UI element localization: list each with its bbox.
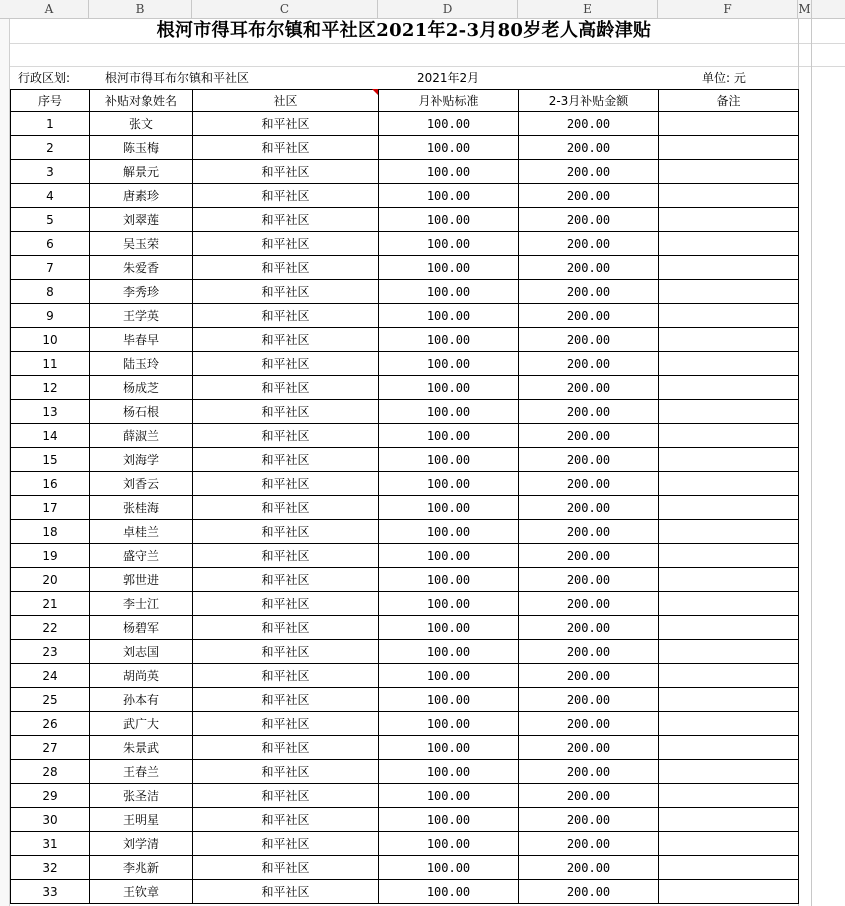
column-header-bar bbox=[0, 0, 845, 19]
cell-remarks[interactable] bbox=[659, 832, 799, 856]
cell-index[interactable]: 26 bbox=[11, 712, 90, 736]
cell-name[interactable]: 胡尚英 bbox=[90, 664, 193, 688]
cell-total-amount[interactable]: 200.00 bbox=[519, 424, 659, 448]
column-header-d[interactable]: D bbox=[378, 0, 518, 18]
cell-community[interactable]: 和平社区 bbox=[193, 712, 379, 736]
cell-total-amount[interactable]: 200.00 bbox=[519, 736, 659, 760]
cell-community[interactable]: 和平社区 bbox=[193, 280, 379, 304]
unit-label[interactable]: 单位: 元 bbox=[702, 71, 746, 85]
cell-name[interactable]: 张文 bbox=[90, 112, 193, 136]
cell-total-amount[interactable]: 200.00 bbox=[519, 352, 659, 376]
cell-index[interactable]: 21 bbox=[11, 592, 90, 616]
cell-monthly-standard[interactable]: 100.00 bbox=[379, 760, 519, 784]
cell-community[interactable]: 和平社区 bbox=[193, 160, 379, 184]
cell-remarks[interactable] bbox=[659, 280, 799, 304]
table-row bbox=[11, 736, 799, 760]
table-row bbox=[11, 184, 799, 208]
cell-name[interactable]: 刘海学 bbox=[90, 448, 193, 472]
cell-total-amount[interactable]: 200.00 bbox=[519, 880, 659, 904]
table-row bbox=[11, 640, 799, 664]
cell-name[interactable]: 朱爱香 bbox=[90, 256, 193, 280]
cell-community[interactable]: 和平社区 bbox=[193, 832, 379, 856]
table-row bbox=[11, 712, 799, 736]
column-header-a[interactable]: A bbox=[10, 0, 89, 18]
cell-remarks[interactable] bbox=[659, 232, 799, 256]
cell-remarks[interactable] bbox=[659, 784, 799, 808]
cell-name[interactable]: 刘香云 bbox=[90, 472, 193, 496]
cell-name[interactable]: 李兆新 bbox=[90, 856, 193, 880]
cell-remarks[interactable] bbox=[659, 544, 799, 568]
header-monthly-standard[interactable]: 月补贴标准 bbox=[379, 90, 519, 112]
cell-community[interactable]: 和平社区 bbox=[193, 352, 379, 376]
cell-remarks[interactable] bbox=[659, 160, 799, 184]
cell-index[interactable]: 6 bbox=[11, 232, 90, 256]
table-row bbox=[11, 592, 799, 616]
cell-name[interactable]: 李士江 bbox=[90, 592, 193, 616]
cell-monthly-standard[interactable]: 100.00 bbox=[379, 256, 519, 280]
cell-remarks[interactable] bbox=[659, 616, 799, 640]
cell-remarks[interactable] bbox=[659, 328, 799, 352]
period-label[interactable]: 2021年2月 bbox=[417, 71, 480, 85]
cell-remarks[interactable] bbox=[659, 208, 799, 232]
cell-monthly-standard[interactable]: 100.00 bbox=[379, 832, 519, 856]
cell-total-amount[interactable]: 200.00 bbox=[519, 448, 659, 472]
cell-index[interactable]: 30 bbox=[11, 808, 90, 832]
table-row bbox=[11, 232, 799, 256]
cell-index[interactable]: 29 bbox=[11, 784, 90, 808]
table-row bbox=[11, 688, 799, 712]
cell-remarks[interactable] bbox=[659, 880, 799, 904]
cell-community[interactable]: 和平社区 bbox=[193, 256, 379, 280]
cell-index[interactable]: 8 bbox=[11, 280, 90, 304]
cell-monthly-standard[interactable]: 100.00 bbox=[379, 328, 519, 352]
cell-remarks[interactable] bbox=[659, 448, 799, 472]
cell-total-amount[interactable]: 200.00 bbox=[519, 280, 659, 304]
cell-monthly-standard[interactable]: 100.00 bbox=[379, 208, 519, 232]
cell-name[interactable]: 王明星 bbox=[90, 808, 193, 832]
header-index[interactable]: 序号 bbox=[11, 90, 90, 112]
cell-remarks[interactable] bbox=[659, 256, 799, 280]
cell-community[interactable]: 和平社区 bbox=[193, 376, 379, 400]
cell-index[interactable]: 10 bbox=[11, 328, 90, 352]
cell-total-amount[interactable]: 200.00 bbox=[519, 592, 659, 616]
cell-community[interactable]: 和平社区 bbox=[193, 856, 379, 880]
cell-total-amount[interactable]: 200.00 bbox=[519, 808, 659, 832]
gridline bbox=[10, 66, 845, 67]
cell-remarks[interactable] bbox=[659, 424, 799, 448]
cell-remarks[interactable] bbox=[659, 400, 799, 424]
table-row bbox=[11, 832, 799, 856]
cell-monthly-standard[interactable]: 100.00 bbox=[379, 184, 519, 208]
cell-total-amount[interactable]: 200.00 bbox=[519, 664, 659, 688]
table-row bbox=[11, 856, 799, 880]
table-row bbox=[11, 400, 799, 424]
cell-name[interactable]: 卓桂兰 bbox=[90, 520, 193, 544]
cell-name[interactable]: 吴玉荣 bbox=[90, 232, 193, 256]
cell-total-amount[interactable]: 200.00 bbox=[519, 856, 659, 880]
cell-name[interactable]: 盛守兰 bbox=[90, 544, 193, 568]
table-row bbox=[11, 472, 799, 496]
table-row bbox=[11, 616, 799, 640]
cell-total-amount[interactable]: 200.00 bbox=[519, 184, 659, 208]
cell-community[interactable]: 和平社区 bbox=[193, 880, 379, 904]
cell-total-amount[interactable]: 200.00 bbox=[519, 376, 659, 400]
cell-name[interactable]: 薛淑兰 bbox=[90, 424, 193, 448]
cell-remarks[interactable] bbox=[659, 376, 799, 400]
cell-community[interactable]: 和平社区 bbox=[193, 520, 379, 544]
cell-remarks[interactable] bbox=[659, 760, 799, 784]
table-row bbox=[11, 424, 799, 448]
table-row bbox=[11, 352, 799, 376]
cell-community[interactable]: 和平社区 bbox=[193, 472, 379, 496]
cell-total-amount[interactable]: 200.00 bbox=[519, 256, 659, 280]
cell-index[interactable]: 16 bbox=[11, 472, 90, 496]
table-row bbox=[11, 448, 799, 472]
cell-index[interactable]: 7 bbox=[11, 256, 90, 280]
cell-monthly-standard[interactable]: 100.00 bbox=[379, 856, 519, 880]
cell-index[interactable]: 15 bbox=[11, 448, 90, 472]
table-row bbox=[11, 280, 799, 304]
cell-monthly-standard[interactable]: 100.00 bbox=[379, 616, 519, 640]
cell-index[interactable]: 22 bbox=[11, 616, 90, 640]
cell-index[interactable]: 5 bbox=[11, 208, 90, 232]
table-row bbox=[11, 880, 799, 904]
cell-remarks[interactable] bbox=[659, 808, 799, 832]
cell-monthly-standard[interactable]: 100.00 bbox=[379, 688, 519, 712]
cell-name[interactable]: 刘学清 bbox=[90, 832, 193, 856]
cell-remarks[interactable] bbox=[659, 664, 799, 688]
cell-name[interactable]: 解景元 bbox=[90, 160, 193, 184]
gridline bbox=[10, 43, 845, 44]
column-header-c[interactable]: C bbox=[192, 0, 378, 18]
cell-total-amount[interactable]: 200.00 bbox=[519, 616, 659, 640]
header-total-amount[interactable]: 2-3月补贴金额 bbox=[519, 90, 659, 112]
cell-index[interactable]: 33 bbox=[11, 880, 90, 904]
cell-name[interactable]: 孙本有 bbox=[90, 688, 193, 712]
cell-name[interactable]: 张桂海 bbox=[90, 496, 193, 520]
cell-name[interactable]: 李秀珍 bbox=[90, 280, 193, 304]
cell-community[interactable]: 和平社区 bbox=[193, 400, 379, 424]
table-row bbox=[11, 256, 799, 280]
cell-remarks[interactable] bbox=[659, 112, 799, 136]
cell-monthly-standard[interactable]: 100.00 bbox=[379, 112, 519, 136]
table-header-row bbox=[11, 90, 799, 112]
cell-community[interactable]: 和平社区 bbox=[193, 688, 379, 712]
cell-monthly-standard[interactable]: 100.00 bbox=[379, 424, 519, 448]
cell-community[interactable]: 和平社区 bbox=[193, 544, 379, 568]
cell-name[interactable]: 杨石根 bbox=[90, 400, 193, 424]
table-row bbox=[11, 304, 799, 328]
cell-total-amount[interactable]: 200.00 bbox=[519, 112, 659, 136]
cell-monthly-standard[interactable]: 100.00 bbox=[379, 664, 519, 688]
sheet-title[interactable]: 根河市得耳布尔镇和平社区2021年2-3月80岁老人高龄津贴 bbox=[156, 20, 652, 41]
cell-index[interactable]: 1 bbox=[11, 112, 90, 136]
cell-remarks[interactable] bbox=[659, 640, 799, 664]
cell-monthly-standard[interactable]: 100.00 bbox=[379, 736, 519, 760]
cell-name[interactable]: 毕春早 bbox=[90, 328, 193, 352]
cell-index[interactable]: 12 bbox=[11, 376, 90, 400]
cell-monthly-standard[interactable]: 100.00 bbox=[379, 544, 519, 568]
cell-index[interactable]: 17 bbox=[11, 496, 90, 520]
cell-community[interactable]: 和平社区 bbox=[193, 568, 379, 592]
cell-community[interactable]: 和平社区 bbox=[193, 208, 379, 232]
cell-remarks[interactable] bbox=[659, 304, 799, 328]
cell-remarks[interactable] bbox=[659, 856, 799, 880]
cell-index[interactable]: 28 bbox=[11, 760, 90, 784]
cell-total-amount[interactable]: 200.00 bbox=[519, 544, 659, 568]
cell-total-amount[interactable]: 200.00 bbox=[519, 232, 659, 256]
cell-total-amount[interactable]: 200.00 bbox=[519, 688, 659, 712]
cell-community[interactable]: 和平社区 bbox=[193, 616, 379, 640]
cell-monthly-standard[interactable]: 100.00 bbox=[379, 136, 519, 160]
cell-name[interactable]: 武广大 bbox=[90, 712, 193, 736]
cell-community[interactable]: 和平社区 bbox=[193, 736, 379, 760]
cell-total-amount[interactable]: 200.00 bbox=[519, 328, 659, 352]
cell-total-amount[interactable]: 200.00 bbox=[519, 400, 659, 424]
column-header-f[interactable]: F bbox=[658, 0, 798, 18]
table-row bbox=[11, 784, 799, 808]
cell-index[interactable]: 19 bbox=[11, 544, 90, 568]
cell-community[interactable]: 和平社区 bbox=[193, 112, 379, 136]
cell-name[interactable]: 王钦章 bbox=[90, 880, 193, 904]
cell-monthly-standard[interactable]: 100.00 bbox=[379, 568, 519, 592]
cell-index[interactable]: 4 bbox=[11, 184, 90, 208]
cell-index[interactable]: 2 bbox=[11, 136, 90, 160]
cell-name[interactable]: 陆玉玲 bbox=[90, 352, 193, 376]
cell-remarks[interactable] bbox=[659, 184, 799, 208]
cell-index[interactable]: 14 bbox=[11, 424, 90, 448]
cell-index[interactable]: 24 bbox=[11, 664, 90, 688]
cell-name[interactable]: 王学英 bbox=[90, 304, 193, 328]
cell-name[interactable]: 张圣洁 bbox=[90, 784, 193, 808]
column-header-e[interactable]: E bbox=[518, 0, 658, 18]
cell-index[interactable]: 23 bbox=[11, 640, 90, 664]
region-label[interactable]: 行政区划: bbox=[18, 71, 71, 85]
cell-monthly-standard[interactable]: 100.00 bbox=[379, 472, 519, 496]
cell-name[interactable]: 朱景武 bbox=[90, 736, 193, 760]
cell-index[interactable]: 31 bbox=[11, 832, 90, 856]
cell-community[interactable]: 和平社区 bbox=[193, 448, 379, 472]
cell-monthly-standard[interactable]: 100.00 bbox=[379, 280, 519, 304]
cell-community[interactable]: 和平社区 bbox=[193, 136, 379, 160]
table-row bbox=[11, 328, 799, 352]
table-row bbox=[11, 808, 799, 832]
cell-monthly-standard[interactable]: 100.00 bbox=[379, 160, 519, 184]
cell-remarks[interactable] bbox=[659, 496, 799, 520]
cell-remarks[interactable] bbox=[659, 520, 799, 544]
cell-total-amount[interactable]: 200.00 bbox=[519, 472, 659, 496]
cell-community[interactable]: 和平社区 bbox=[193, 640, 379, 664]
cell-remarks[interactable] bbox=[659, 472, 799, 496]
cell-monthly-standard[interactable]: 100.00 bbox=[379, 376, 519, 400]
cell-index[interactable]: 32 bbox=[11, 856, 90, 880]
cell-total-amount[interactable]: 200.00 bbox=[519, 208, 659, 232]
cell-total-amount[interactable]: 200.00 bbox=[519, 640, 659, 664]
cell-name[interactable]: 刘翠莲 bbox=[90, 208, 193, 232]
table-row bbox=[11, 496, 799, 520]
cell-community[interactable]: 和平社区 bbox=[193, 184, 379, 208]
table-row bbox=[11, 544, 799, 568]
table-row bbox=[11, 376, 799, 400]
cell-monthly-standard[interactable]: 100.00 bbox=[379, 784, 519, 808]
cell-monthly-standard[interactable]: 100.00 bbox=[379, 592, 519, 616]
comment-indicator-icon[interactable] bbox=[372, 89, 378, 95]
table-row bbox=[11, 112, 799, 136]
cell-total-amount[interactable]: 200.00 bbox=[519, 496, 659, 520]
region-value[interactable]: 根河市得耳布尔镇和平社区 bbox=[105, 71, 250, 85]
cell-total-amount[interactable]: 200.00 bbox=[519, 712, 659, 736]
cell-monthly-standard[interactable]: 100.00 bbox=[379, 712, 519, 736]
header-remarks[interactable]: 备注 bbox=[659, 90, 799, 112]
cell-name[interactable]: 杨成芝 bbox=[90, 376, 193, 400]
cell-total-amount[interactable]: 200.00 bbox=[519, 760, 659, 784]
cell-community[interactable]: 和平社区 bbox=[193, 808, 379, 832]
cell-name[interactable]: 唐素珍 bbox=[90, 184, 193, 208]
cell-monthly-standard[interactable]: 100.00 bbox=[379, 640, 519, 664]
cell-community[interactable]: 和平社区 bbox=[193, 304, 379, 328]
cell-remarks[interactable] bbox=[659, 352, 799, 376]
cell-community[interactable]: 和平社区 bbox=[193, 592, 379, 616]
cell-community[interactable]: 和平社区 bbox=[193, 232, 379, 256]
cell-remarks[interactable] bbox=[659, 736, 799, 760]
cell-total-amount[interactable]: 200.00 bbox=[519, 160, 659, 184]
table-row bbox=[11, 160, 799, 184]
cell-monthly-standard[interactable]: 100.00 bbox=[379, 520, 519, 544]
row-header-gutter[interactable] bbox=[0, 19, 10, 906]
cell-community[interactable]: 和平社区 bbox=[193, 784, 379, 808]
cell-monthly-standard[interactable]: 100.00 bbox=[379, 448, 519, 472]
cell-remarks[interactable] bbox=[659, 688, 799, 712]
cell-name[interactable]: 刘志国 bbox=[90, 640, 193, 664]
cell-total-amount[interactable]: 200.00 bbox=[519, 784, 659, 808]
cell-monthly-standard[interactable]: 100.00 bbox=[379, 808, 519, 832]
cell-total-amount[interactable]: 200.00 bbox=[519, 520, 659, 544]
cell-index[interactable]: 27 bbox=[11, 736, 90, 760]
cell-index[interactable]: 20 bbox=[11, 568, 90, 592]
cell-total-amount[interactable]: 200.00 bbox=[519, 568, 659, 592]
header-name[interactable]: 补贴对象姓名 bbox=[90, 90, 193, 112]
cell-monthly-standard[interactable]: 100.00 bbox=[379, 304, 519, 328]
cell-total-amount[interactable]: 200.00 bbox=[519, 832, 659, 856]
cell-community[interactable]: 和平社区 bbox=[193, 328, 379, 352]
table-row bbox=[11, 208, 799, 232]
cell-monthly-standard[interactable]: 100.00 bbox=[379, 496, 519, 520]
cell-total-amount[interactable]: 200.00 bbox=[519, 136, 659, 160]
table-row bbox=[11, 136, 799, 160]
cell-monthly-standard[interactable]: 100.00 bbox=[379, 880, 519, 904]
cell-index[interactable]: 3 bbox=[11, 160, 90, 184]
subsidy-table bbox=[10, 89, 799, 904]
cell-community[interactable]: 和平社区 bbox=[193, 424, 379, 448]
cell-total-amount[interactable]: 200.00 bbox=[519, 304, 659, 328]
column-header-b[interactable]: B bbox=[89, 0, 192, 18]
cell-community[interactable]: 和平社区 bbox=[193, 496, 379, 520]
cell-remarks[interactable] bbox=[659, 592, 799, 616]
cell-community[interactable]: 和平社区 bbox=[193, 664, 379, 688]
cell-remarks[interactable] bbox=[659, 136, 799, 160]
cell-monthly-standard[interactable]: 100.00 bbox=[379, 232, 519, 256]
cell-index[interactable]: 11 bbox=[11, 352, 90, 376]
cell-community[interactable]: 和平社区 bbox=[193, 760, 379, 784]
header-community[interactable]: 社区 bbox=[193, 90, 379, 112]
cell-index[interactable]: 13 bbox=[11, 400, 90, 424]
cell-monthly-standard[interactable]: 100.00 bbox=[379, 400, 519, 424]
table-row bbox=[11, 568, 799, 592]
table-row bbox=[11, 664, 799, 688]
cell-remarks[interactable] bbox=[659, 568, 799, 592]
cell-index[interactable]: 18 bbox=[11, 520, 90, 544]
table-row bbox=[11, 760, 799, 784]
cell-name[interactable]: 陈玉梅 bbox=[90, 136, 193, 160]
cell-name[interactable]: 郭世进 bbox=[90, 568, 193, 592]
cell-index[interactable]: 25 bbox=[11, 688, 90, 712]
cell-monthly-standard[interactable]: 100.00 bbox=[379, 352, 519, 376]
column-header-m[interactable]: M bbox=[798, 2, 811, 16]
cell-name[interactable]: 杨碧军 bbox=[90, 616, 193, 640]
cell-name[interactable]: 王春兰 bbox=[90, 760, 193, 784]
cell-remarks[interactable] bbox=[659, 712, 799, 736]
cell-index[interactable]: 9 bbox=[11, 304, 90, 328]
gridline bbox=[811, 19, 812, 906]
table-row bbox=[11, 520, 799, 544]
